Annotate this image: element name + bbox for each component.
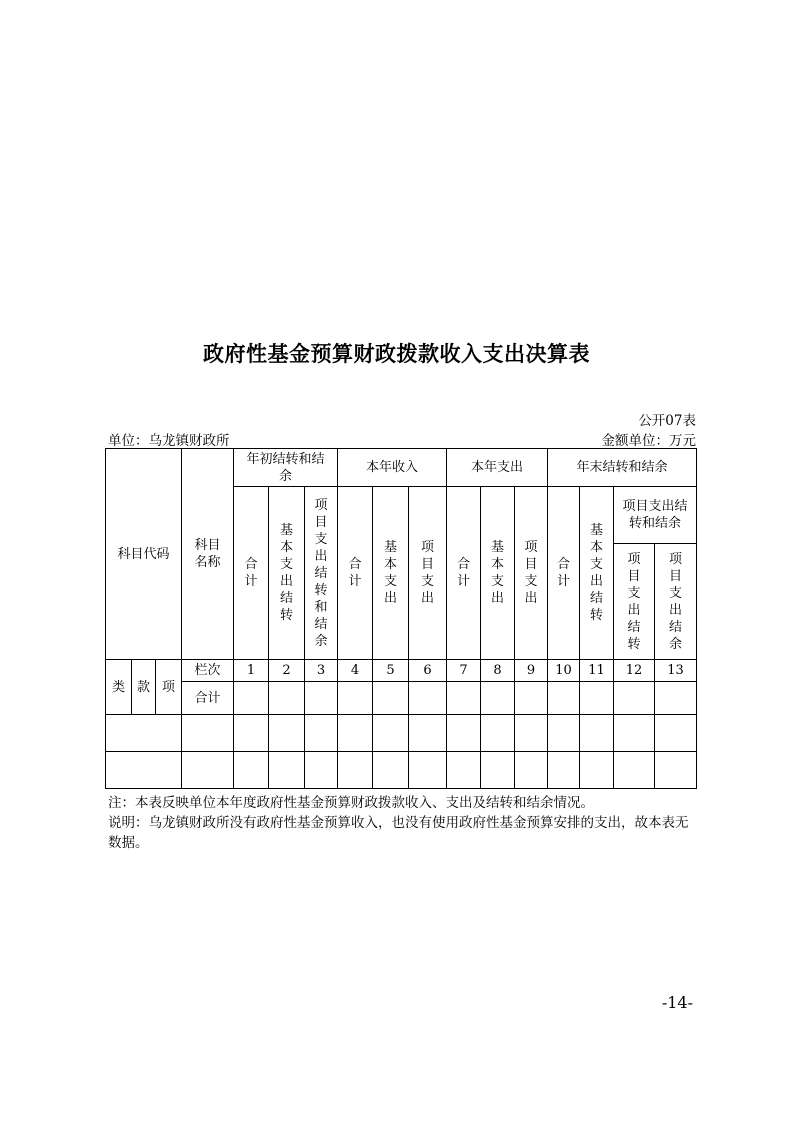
page-title: 政府性基金预算财政拨款收入支出决算表 — [203, 342, 590, 366]
header-subject-name: 科目名称 — [182, 449, 234, 660]
header-subject-code: 科目代码 — [106, 449, 182, 660]
header-end-total: 合计 — [548, 487, 580, 660]
page-number: -14- — [661, 993, 693, 1012]
explanation-text: 说明：乌龙镇财政所没有政府性基金预算收入，也没有使用政府性基金预算安排的支出，故本表无数据。 — [108, 815, 689, 851]
header-expense-basic: 基本支出 — [481, 487, 515, 660]
column-number: 11 — [580, 660, 614, 682]
column-number: 1 — [234, 660, 269, 682]
total-row-label: 合计 — [182, 682, 234, 715]
note-text: 注：本表反映单位本年度政府性基金预算财政拨款收入、支出及结转和结余情况。 — [108, 795, 594, 811]
header-group-income: 本年收入 — [338, 449, 447, 487]
form-number: 公开07表 — [638, 413, 696, 429]
money-unit: 金额单位：万元 — [601, 433, 696, 449]
header-group-start: 年初结转和结余 — [234, 449, 338, 487]
column-number: 3 — [305, 660, 338, 682]
column-number: 5 — [373, 660, 409, 682]
header-end-basic: 基本支出结转 — [580, 487, 614, 660]
empty-row — [106, 715, 697, 752]
header-expense-total: 合计 — [447, 487, 481, 660]
column-order-label: 栏次 — [182, 660, 234, 682]
column-number: 8 — [481, 660, 515, 682]
reporting-unit: 单位：乌龙镇财政所 — [108, 433, 230, 449]
column-number: 10 — [548, 660, 580, 682]
column-number: 9 — [515, 660, 548, 682]
column-number: 4 — [338, 660, 373, 682]
header-start-basic: 基本支出结转 — [269, 487, 305, 660]
column-number: 12 — [614, 660, 655, 682]
column-number: 6 — [409, 660, 447, 682]
header-end-project-balance: 项目支出结转和结余 — [614, 487, 697, 544]
header-end-project-carry: 项目支出结转 — [614, 544, 655, 660]
column-number: 7 — [447, 660, 481, 682]
header-end-project-surplus: 项目支出结余 — [655, 544, 697, 660]
header-start-total: 合计 — [234, 487, 269, 660]
header-group-expense: 本年支出 — [447, 449, 548, 487]
empty-row — [106, 752, 697, 789]
column-number: 13 — [655, 660, 697, 682]
total-row — [106, 682, 697, 715]
header-income-total: 合计 — [338, 487, 373, 660]
budget-table — [105, 448, 697, 789]
header-class: 类 — [106, 660, 132, 715]
column-number: 2 — [269, 660, 305, 682]
header-section: 款 — [132, 660, 156, 715]
header-expense-project: 项目支出 — [515, 487, 548, 660]
header-income-basic: 基本支出 — [373, 487, 409, 660]
header-income-project: 项目支出 — [409, 487, 447, 660]
header-item: 项 — [156, 660, 182, 715]
header-start-project: 项目支出结转和结余 — [305, 487, 338, 660]
header-group-end: 年末结转和结余 — [548, 449, 697, 487]
notes — [108, 793, 698, 853]
